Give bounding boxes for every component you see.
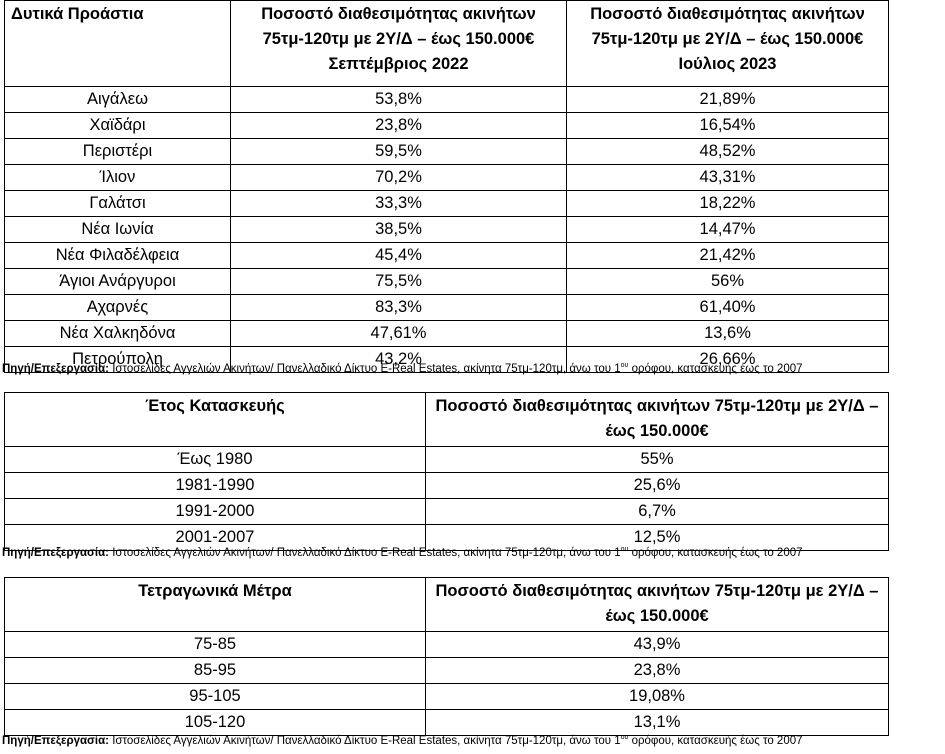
table-cell: 19,08% xyxy=(426,684,889,710)
year-table-body xyxy=(5,447,889,551)
table-cell: 48,52% xyxy=(567,139,889,165)
table-cell: 26,66% xyxy=(567,347,889,373)
table-row xyxy=(5,269,889,295)
suburbs-table-body xyxy=(5,87,889,373)
table-cell: 23,8% xyxy=(231,113,567,139)
source-superscript: ου xyxy=(620,362,629,369)
table-cell: Έως 1980 xyxy=(5,447,426,473)
table-cell: Αχαρνές xyxy=(5,295,231,321)
table-cell: Νέα Φιλαδέλφεια xyxy=(5,243,231,269)
table-row xyxy=(5,658,889,684)
table-cell: 18,22% xyxy=(567,191,889,217)
table-header-row xyxy=(5,1,889,87)
source-note-2 xyxy=(2,545,803,561)
suburbs-availability-table xyxy=(4,0,889,373)
source-text-end: ορόφου, κατασκευής έως το 2007 xyxy=(628,363,803,375)
table-cell: 21,42% xyxy=(567,243,889,269)
table-cell: Άγιοι Ανάργυροι xyxy=(5,269,231,295)
table-cell: Περιστέρι xyxy=(5,139,231,165)
table-row xyxy=(5,243,889,269)
table-header-row xyxy=(5,393,889,447)
table-cell: 55% xyxy=(426,447,889,473)
table-row xyxy=(5,113,889,139)
table-cell: 61,40% xyxy=(567,295,889,321)
table-cell: Νέα Χαλκηδόνα xyxy=(5,321,231,347)
table-row xyxy=(5,473,889,499)
table-cell: 38,5% xyxy=(231,217,567,243)
table-row xyxy=(5,710,889,736)
column-header-sqm: Τετραγωνικά Μέτρα xyxy=(5,578,426,632)
table-cell: 45,4% xyxy=(231,243,567,269)
table-cell: 70,2% xyxy=(231,165,567,191)
table-cell: 43,9% xyxy=(426,632,889,658)
table-cell: 53,8% xyxy=(231,87,567,113)
table-cell: 43,31% xyxy=(567,165,889,191)
table-cell: 56% xyxy=(567,269,889,295)
square-meters-table xyxy=(4,577,889,736)
source-superscript: ου xyxy=(620,734,629,741)
table-cell: 85-95 xyxy=(5,658,426,684)
table-cell: 83,3% xyxy=(231,295,567,321)
table-cell: Γαλάτσι xyxy=(5,191,231,217)
table-cell: 25,6% xyxy=(426,473,889,499)
table-row xyxy=(5,217,889,243)
table-cell: Ίλιον xyxy=(5,165,231,191)
table-cell: 59,5% xyxy=(231,139,567,165)
sqm-table-body xyxy=(5,632,889,736)
column-header-sep-2022: Ποσοστό διαθεσιμότητας ακινήτων 75τμ-120τμ με 2Υ/Δ – έως 150.000€ Σεπτέμβριος 2022 xyxy=(231,1,567,87)
table-row xyxy=(5,87,889,113)
table-row xyxy=(5,632,889,658)
table-cell: 75,5% xyxy=(231,269,567,295)
column-header-availability: Ποσοστό διαθεσιμότητας ακινήτων 75τμ-120τμ με 2Υ/Δ – έως 150.000€ xyxy=(426,393,889,447)
table-cell: 43,2% xyxy=(231,347,567,373)
source-text: Ιστοσελίδες Αγγελιών Ακινήτων/ Πανελλαδικό Δίκτυο E-Real Estates, ακίνητα 75τμ-120τμ, άνω του 1 xyxy=(109,363,621,375)
table-cell: 75-85 xyxy=(5,632,426,658)
table-row xyxy=(5,191,889,217)
table-cell: Πετρούπολη xyxy=(5,347,231,373)
table-cell: Αιγάλεω xyxy=(5,87,231,113)
source-text: Ιστοσελίδες Αγγελιών Ακινήτων/ Πανελλαδικό Δίκτυο E-Real Estates, ακίνητα 75τμ-120τμ, άνω του 1 xyxy=(109,547,621,559)
table-row xyxy=(5,684,889,710)
source-label: Πηγή/Επεξεργασία: xyxy=(2,363,109,375)
source-superscript: ου xyxy=(620,546,629,553)
table-cell: 1981-1990 xyxy=(5,473,426,499)
table-cell: 6,7% xyxy=(426,499,889,525)
table-cell: 95-105 xyxy=(5,684,426,710)
source-text-end: ορόφου, κατασκευής έως το 2007 xyxy=(628,735,803,747)
table-row xyxy=(5,499,889,525)
table-row xyxy=(5,165,889,191)
table-cell: 33,3% xyxy=(231,191,567,217)
column-header-suburb: Δυτικά Προάστια xyxy=(5,1,231,87)
table-row xyxy=(5,139,889,165)
table-cell: 105-120 xyxy=(5,710,426,736)
source-note-3 xyxy=(2,733,803,749)
column-header-availability: Ποσοστό διαθεσιμότητας ακινήτων 75τμ-120τμ με 2Υ/Δ – έως 150.000€ xyxy=(426,578,889,632)
table-row xyxy=(5,447,889,473)
table-cell: 1991-2000 xyxy=(5,499,426,525)
table-header-row xyxy=(5,578,889,632)
source-label: Πηγή/Επεξεργασία: xyxy=(2,735,109,747)
table-cell: Νέα Ιωνία xyxy=(5,217,231,243)
source-text: Ιστοσελίδες Αγγελιών Ακινήτων/ Πανελλαδικό Δίκτυο E-Real Estates, ακίνητα 75τμ-120τμ, άνω του 1 xyxy=(109,735,621,747)
table-cell: 14,47% xyxy=(567,217,889,243)
source-note-1 xyxy=(2,361,803,377)
construction-year-table xyxy=(4,392,889,551)
table-cell: 23,8% xyxy=(426,658,889,684)
table-cell: 47,61% xyxy=(231,321,567,347)
table-cell: 13,1% xyxy=(426,710,889,736)
source-label: Πηγή/Επεξεργασία: xyxy=(2,547,109,559)
table-cell: 2001-2007 xyxy=(5,525,426,551)
table-cell: 12,5% xyxy=(426,525,889,551)
table-cell: 16,54% xyxy=(567,113,889,139)
table-cell: Χαϊδάρι xyxy=(5,113,231,139)
table-row xyxy=(5,295,889,321)
table-cell: 13,6% xyxy=(567,321,889,347)
table-cell: 21,89% xyxy=(567,87,889,113)
column-header-jul-2023: Ποσοστό διαθεσιμότητας ακινήτων 75τμ-120τμ με 2Υ/Δ – έως 150.000€ Ιούλιος 2023 xyxy=(567,1,889,87)
source-text-end: ορόφου, κατασκευής έως το 2007 xyxy=(628,547,803,559)
column-header-year: Έτος Κατασκευής xyxy=(5,393,426,447)
table-row xyxy=(5,321,889,347)
